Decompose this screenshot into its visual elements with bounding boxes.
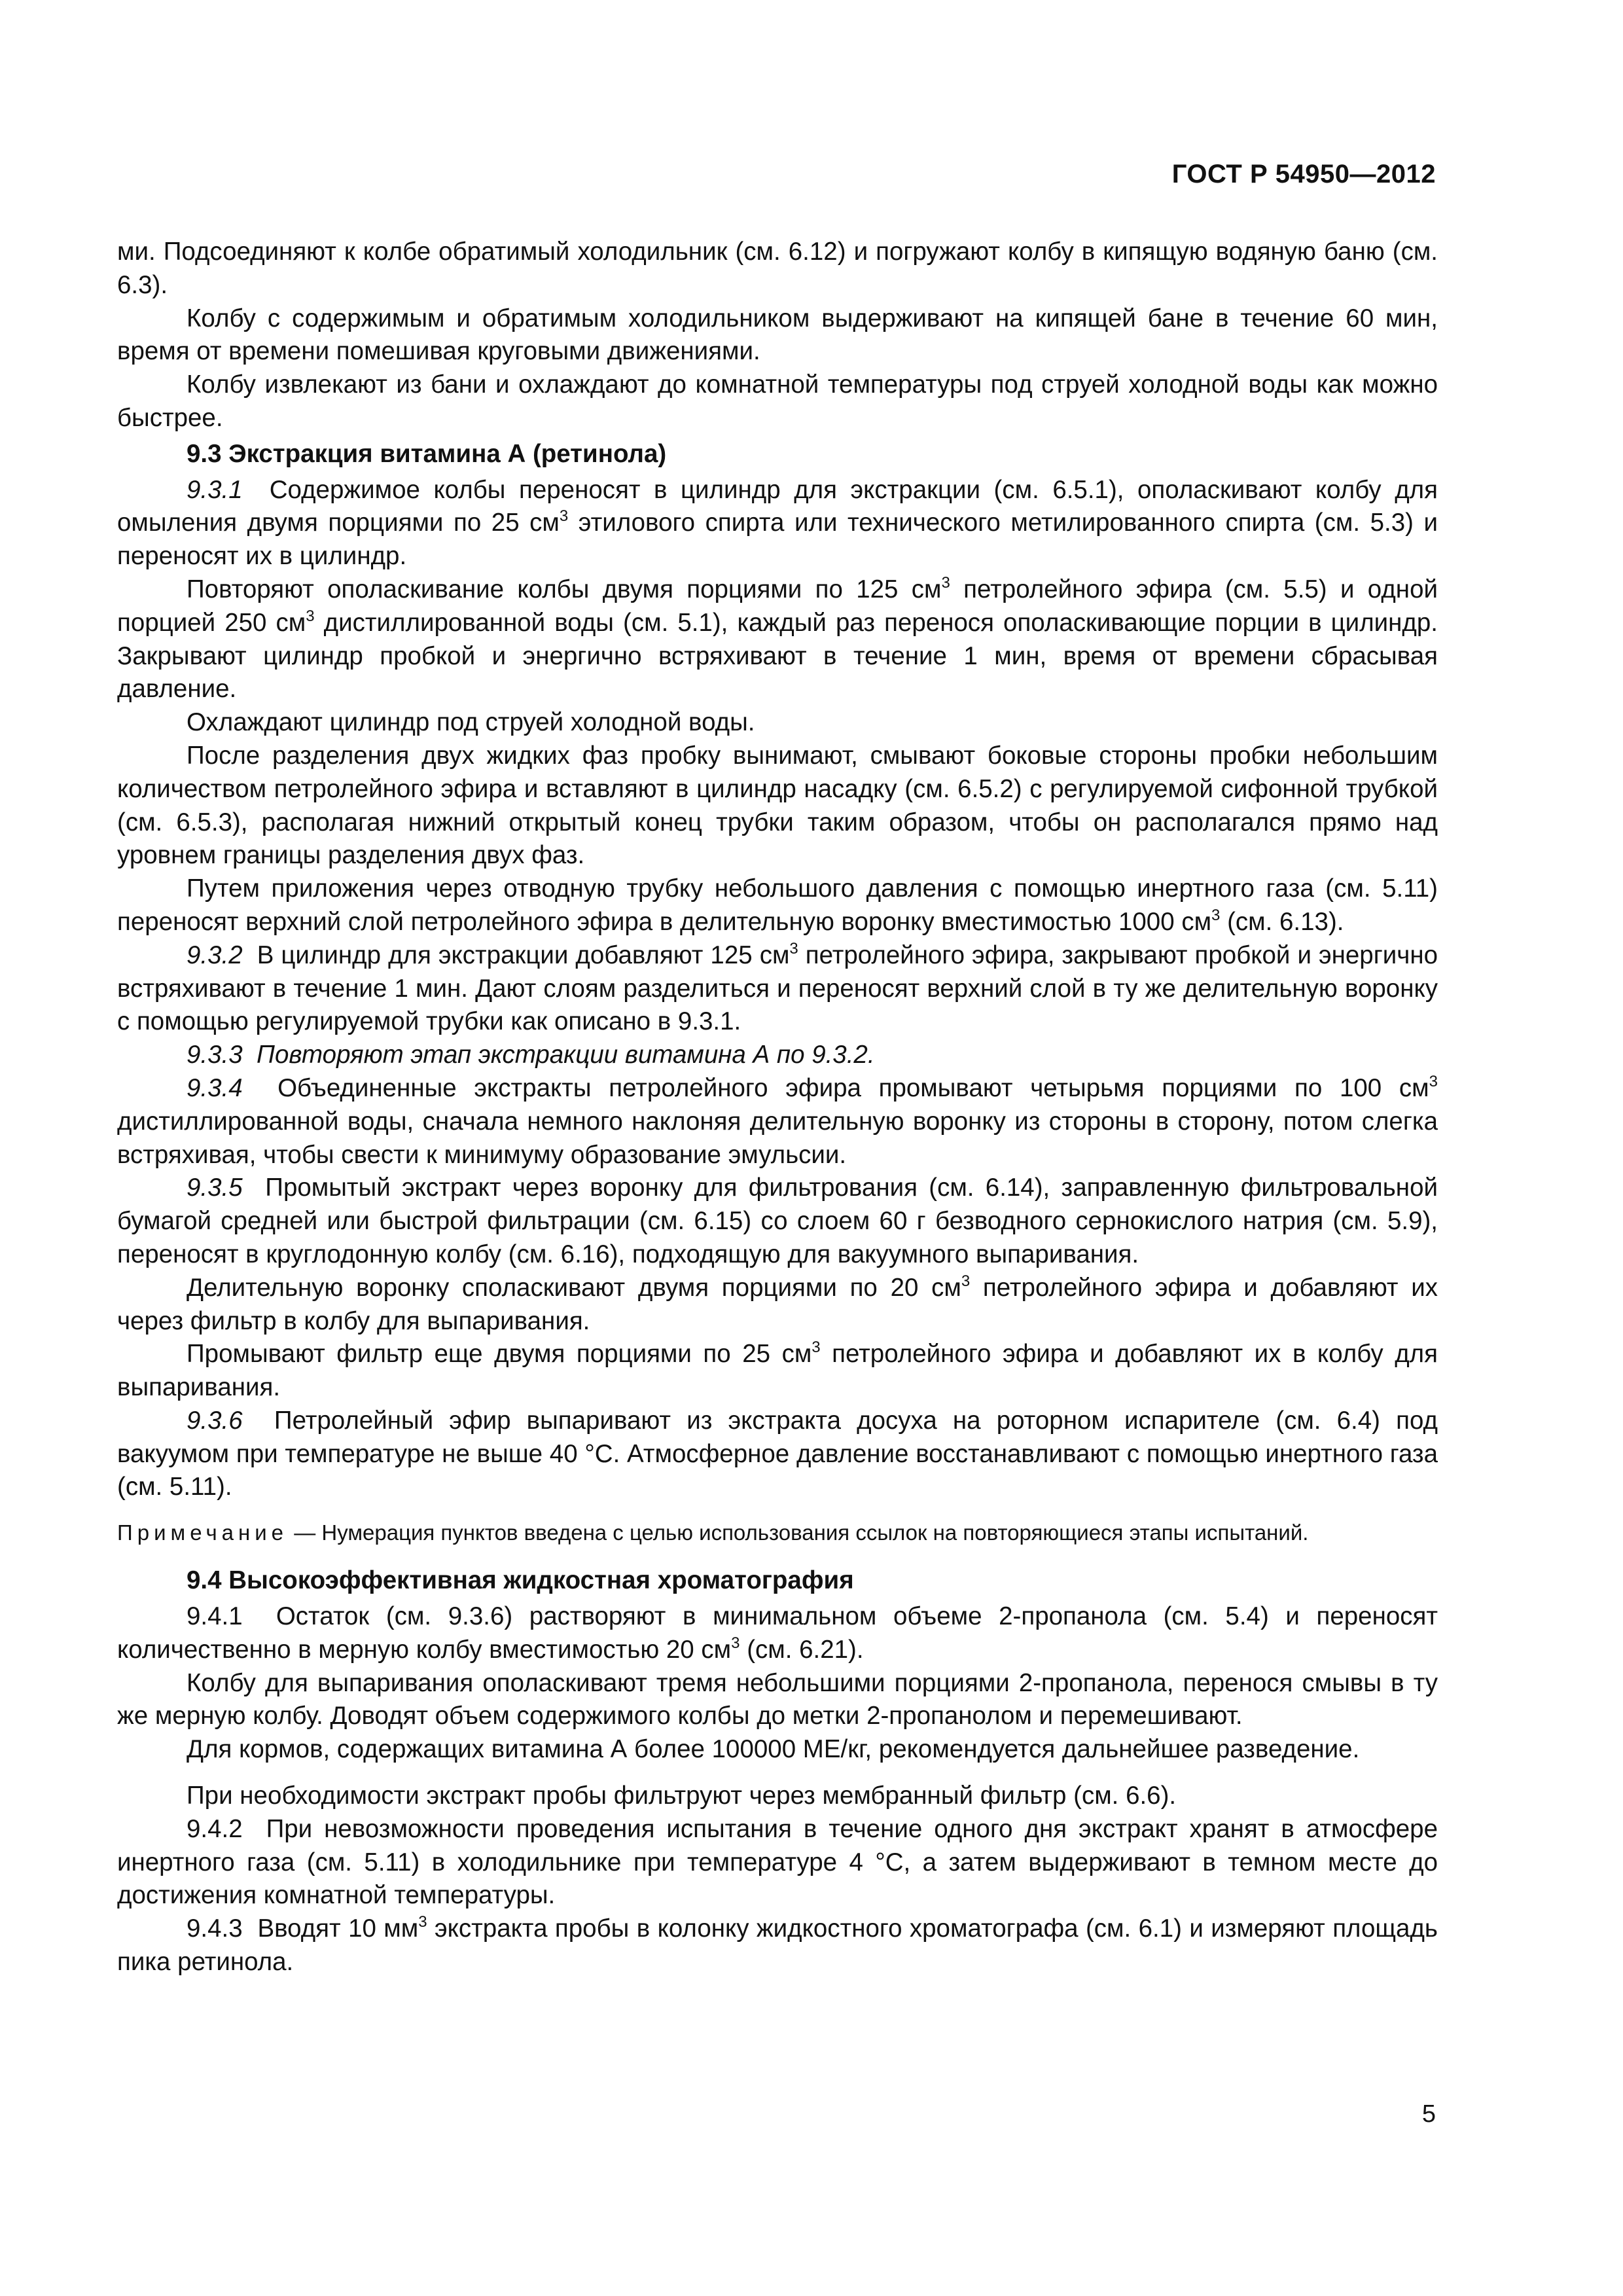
- clause-9-3-5: [117, 1172, 1438, 1271]
- clause-number: 9.3.1: [187, 475, 243, 504]
- clause-text: Петролейный эфир выпаривают из экстракта досуха на роторном испарителе (см. 6.4) под вакуумом при температуре не выше 40 °С. Атмосферное давление восстанавливают с помощью инертного газа (см. 5.11).: [117, 1406, 1438, 1501]
- section-heading-9-3: 9.3 Экстракция витамина А (ретинола): [187, 439, 667, 468]
- paragraph: Охлаждают цилиндр под струей холодной воды.: [187, 708, 755, 737]
- paragraph: При необходимости экстракт пробы фильтруют через мембранный фильтр (см. 6.6).: [187, 1782, 1177, 1810]
- clause-number: 9.3.4: [187, 1073, 243, 1102]
- page-number: 5: [1421, 2100, 1436, 2128]
- clause-text: Объединенные экстракты петролейного эфира промывают четырьмя порциями по 100 $см^3$ дистиллированной воды, сначала немного наклоняя делительную воронку из стороны в сторону, потом слегка встряхивая, чтобы свести к минимуму образование эмульсии.: [117, 1072, 1438, 1169]
- clause-number: 9.4.2: [187, 1814, 243, 1843]
- clause-number: 9.3.6: [187, 1406, 243, 1435]
- clause-number: 9.3.5: [187, 1174, 243, 1202]
- clause-text: Промытый экстракт через воронку для фильтрования (см. 6.14), заправленную фильтровальной бумагой средней или быстрой фильтрации (см. 6.15) со слоем 60 г безводного сернокислого натрия (см. 5.9), переносят в круглодонную колбу (см. 6.16), подходящую для вакуумного выпаривания.: [117, 1174, 1438, 1268]
- clause-text: Повторяют этап экстракции витамина А по 9.3.2.: [257, 1041, 875, 1069]
- clause-9-4-2: [117, 1813, 1438, 1912]
- clause-text: Остаток (см. 9.3.6) растворяют в минимальном объеме 2-пропанола (см. 5.4) и переносят количественно в мерную колбу вместимостью 20 $см^3$ (см. 6.21).: [117, 1602, 1438, 1664]
- paragraph: Колбу извлекают из бани и охлаждают до комнатной температуры под струей холодной воды как можно быстрее.: [117, 370, 1438, 432]
- paragraph: Для кормов, содержащих витамина А более 100000 МЕ/кг, рекомендуется дальнейшее разведение.: [187, 1735, 1360, 1764]
- note-label: Примечание: [117, 1520, 289, 1545]
- clause-9-4-3: [117, 1912, 1438, 1979]
- paragraph: Колбу с содержимым и обратимым холодильником выдерживают на кипящей бане в течение 60 мин, время от времени помешивая круговыми движениями.: [117, 304, 1438, 366]
- paragraph: ми. Подсоединяют к колбе обратимый холодильник (см. 6.12) и погружают колбу в кипящую водяную баню (см. 6.3).: [117, 238, 1438, 299]
- clause-number: 9.4.1: [187, 1602, 243, 1631]
- clause-9-3-4: [117, 1072, 1438, 1172]
- clause-text: Содержимое колбы переносят в цилиндр для экстракции (см. 6.5.1), ополаскивают колбу для омыления двумя порциями по 25 $см^3$ этилового спирта или технического метилированного спирта (см. 5.3) и переносят их в цилиндр.: [117, 475, 1438, 571]
- clause-9-4-1: [117, 1600, 1438, 1667]
- clause-number: 9.4.3: [187, 1914, 243, 1943]
- clause-number: 9.3.2: [187, 941, 243, 969]
- paragraph: После разделения двух жидких фаз пробку вынимают, смывают боковые стороны пробки небольшим количеством петролейного эфира и вставляют в цилиндр насадку (см. 6.5.2) с регулируемой сифонной трубкой (см. 6.5.3), располагая нижний открытый конец трубки таким образом, чтобы он располагался прямо над уровнем границы разделения двух фаз.: [117, 741, 1438, 870]
- clause-9-3-2: [117, 939, 1438, 1039]
- paragraph: Делительную воронку споласкивают двумя порциями по 20 $см^3$ петролейного эфира и добавляют их через фильтр в колбу для выпаривания.: [117, 1272, 1438, 1335]
- section-heading-9-4: 9.4 Высокоэффективная жидкостная хроматография: [187, 1566, 854, 1595]
- document-body: [117, 236, 1438, 1979]
- standard-number: ГОСТ Р 54950—2012: [1171, 160, 1436, 188]
- paragraph: Промывают фильтр еще двумя порциями по 25 $см^3$ петролейного эфира и добавляют их в колбу для выпаривания.: [117, 1338, 1438, 1402]
- clause-number: 9.3.3: [187, 1041, 243, 1069]
- clause-text: Вводят 10 $мм^3$ экстракта пробы в колонку жидкостного хроматографа (см. 6.1) и измеряют площадь пика ретинола.: [117, 1913, 1438, 1977]
- paragraph: Колбу для выпаривания ополаскивают тремя небольшими порциями 2-пропанола, перенося смывы в ту же мерную колбу. Доводят объем содержимого колбы до метки 2-пропанолом и перемешивают.: [117, 1668, 1438, 1731]
- clause-9-3-1: [117, 474, 1438, 573]
- paragraph: Путем приложения через отводную трубку небольшого давления с помощью инертного газа (см. 5.11) переносят верхний слой петролейного эфира в делительную воронку вместимостью 1000 $см^3$ (см. 6.13).: [117, 874, 1438, 936]
- clause-text: В цилиндр для экстракции добавляют 125 $см^3$ петролейного эфира, закрывают пробкой и энергично встряхивают в течение 1 мин. Дают слоям разделиться и переносят верхний слой в ту же делительную воронку с помощью регулируемой трубки как описано в 9.3.1.: [117, 939, 1438, 1036]
- note-text: — Нумерация пунктов введена с целью использования ссылок на повторяющиеся этапы испытаний.: [294, 1520, 1309, 1545]
- note: [117, 1518, 1438, 1547]
- clause-9-3-3: [117, 1039, 1438, 1072]
- paragraph: Повторяют ополаскивание колбы двумя порциями по 125 $см^3$ петролейного эфира (см. 5.5) и одной порцией 250 $см^3$ дистиллированной воды (см. 5.1), каждый раз перенося ополаскивающие порции в цилиндр. Закрывают цилиндр пробкой и энергично встряхивают в течение 1 мин, время от времени сбрасывая давление.: [117, 573, 1438, 704]
- clause-text: При невозможности проведения испытания в течение одного дня экстракт хранят в атмосфере инертного газа (см. 5.11) в холодильнике при температуре 4 °С, а затем выдерживают в темном месте до достижения комнатной температуры.: [117, 1814, 1438, 1910]
- clause-9-3-6: [117, 1405, 1438, 1504]
